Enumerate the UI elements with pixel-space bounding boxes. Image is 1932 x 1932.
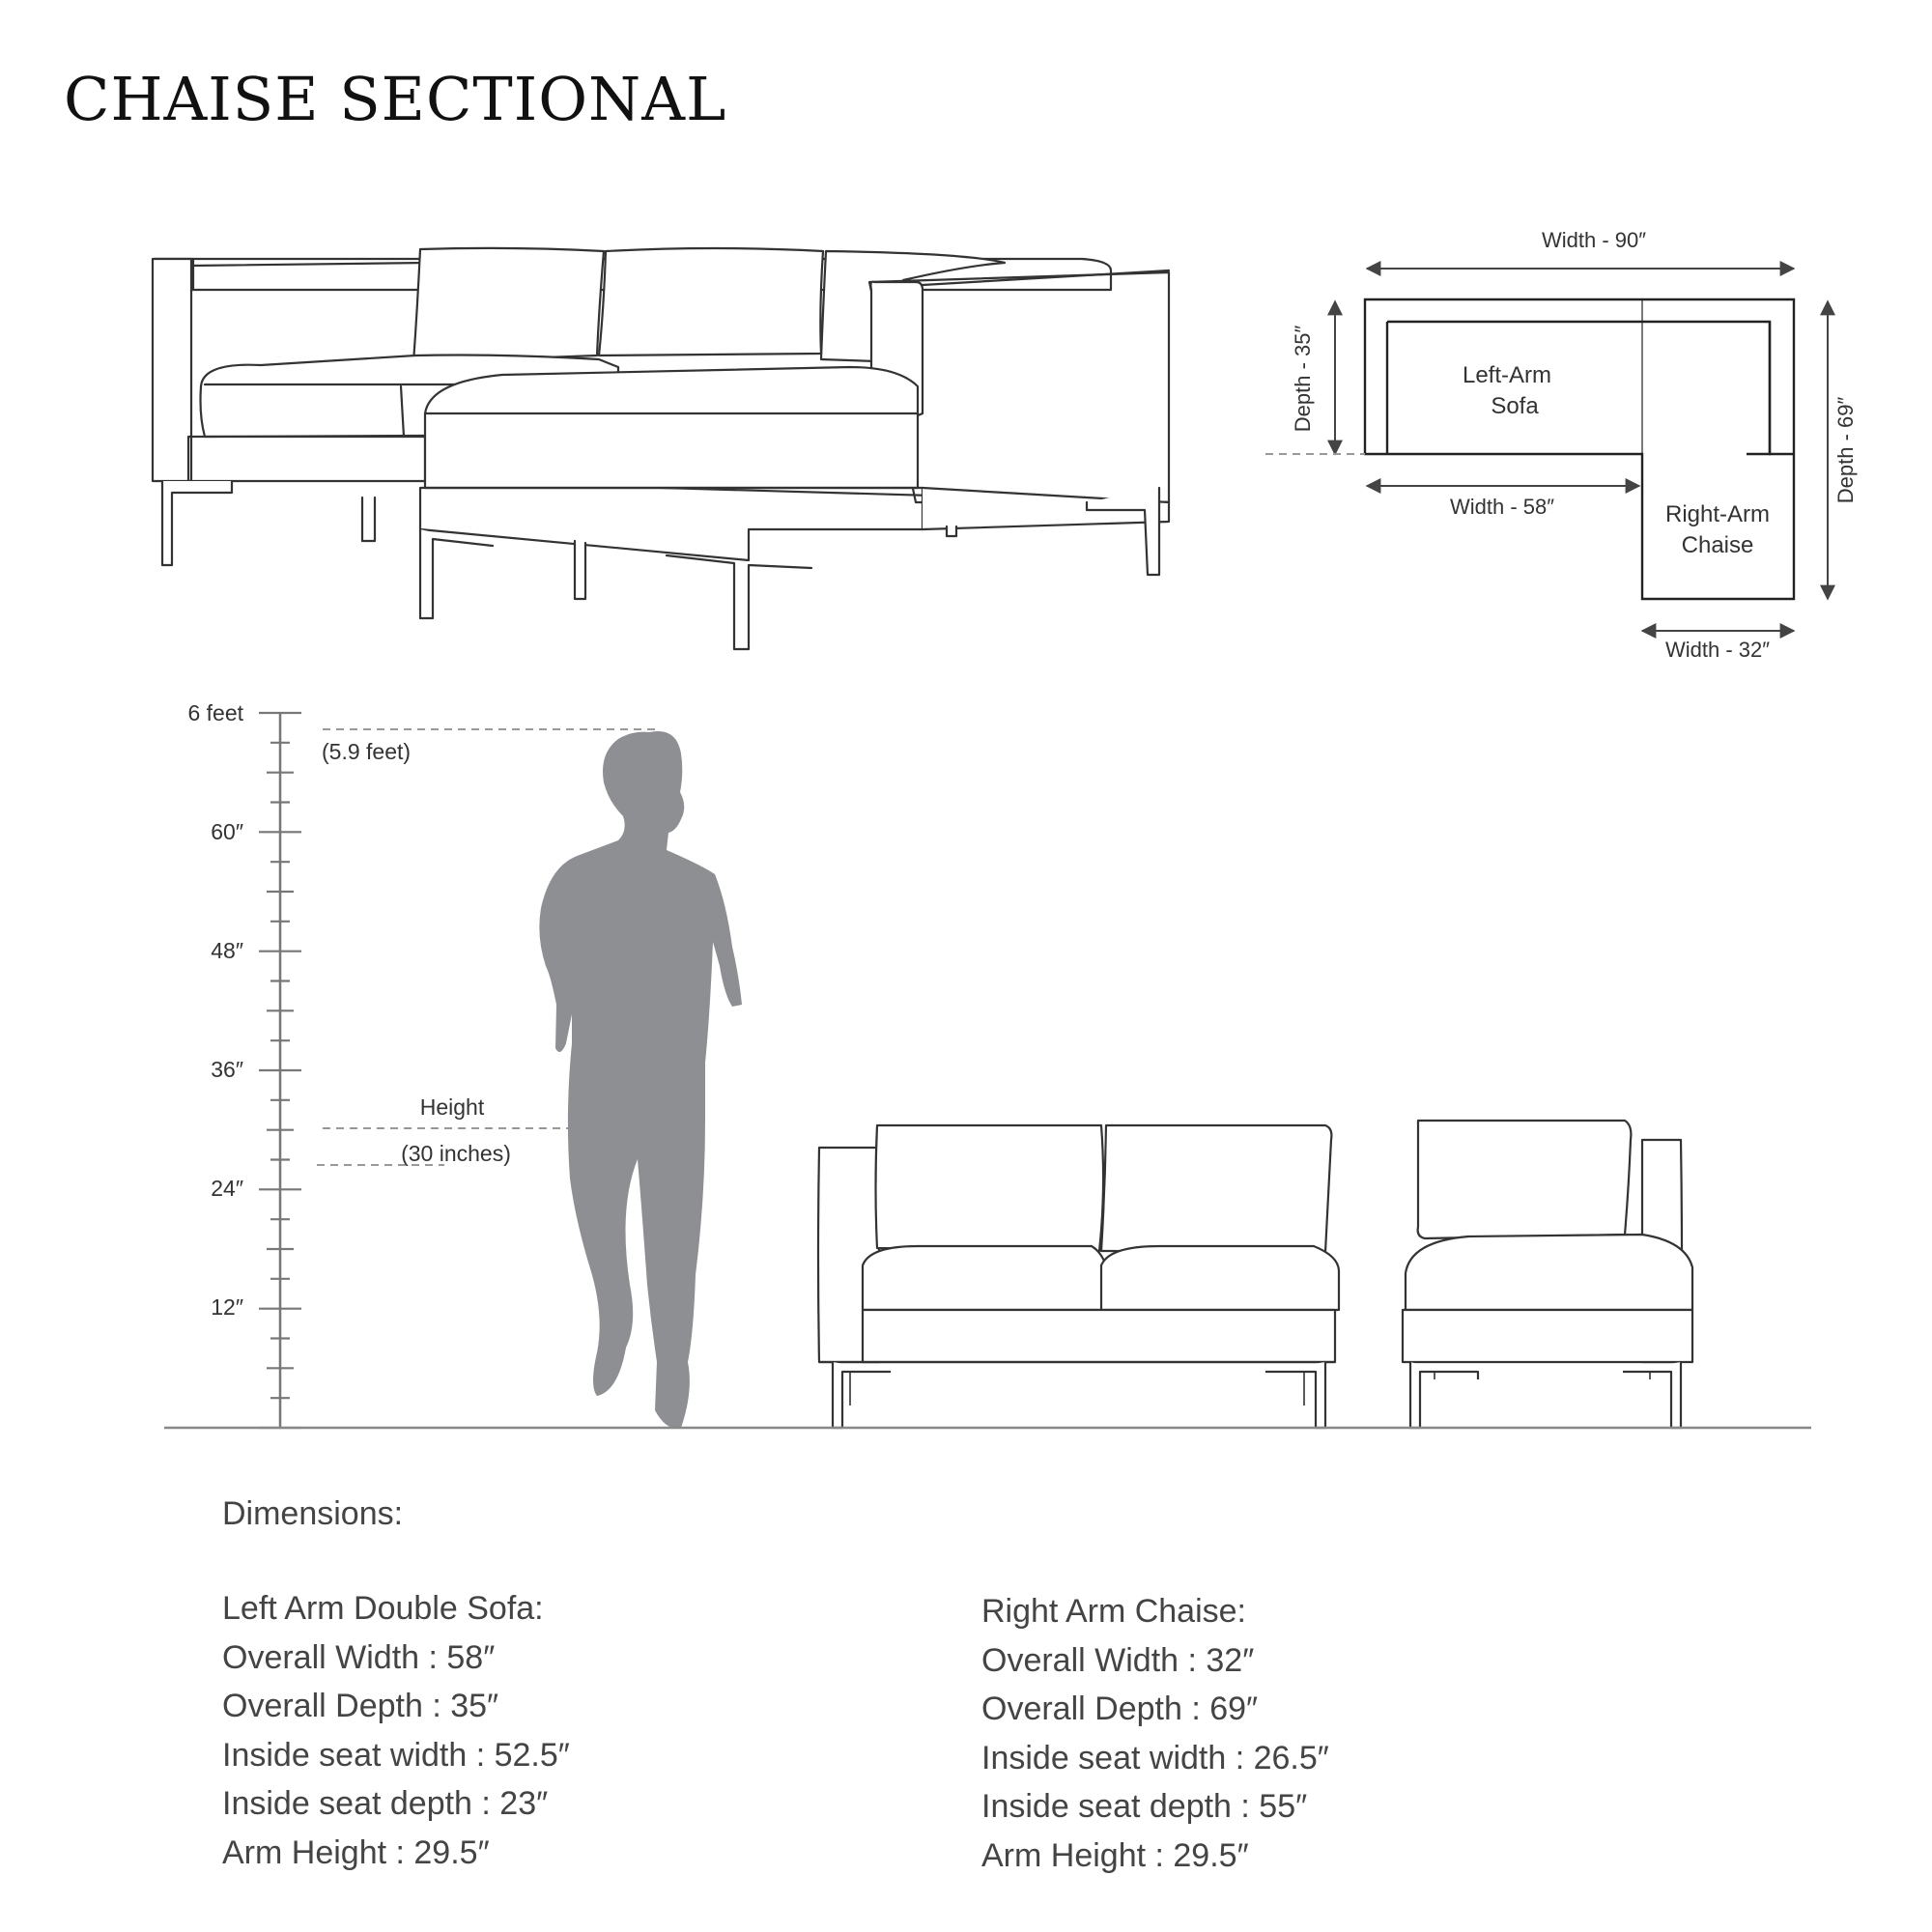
chaise-spec-line: Inside seat depth : 55″ <box>981 1788 1308 1825</box>
plan-chaise-label-2: Chaise <box>1681 532 1754 558</box>
scale-label-36in: 36″ <box>211 1057 243 1082</box>
sofa-spec-line: Inside seat depth : 23″ <box>222 1785 549 1822</box>
plan-width-total: Width - 90″ <box>1541 228 1647 252</box>
sofa-spec-line: Overall Depth : 35″ <box>222 1688 499 1724</box>
sofa-front-elevation <box>818 1125 1339 1428</box>
chaise-spec-line: Overall Width : 32″ <box>981 1641 1255 1679</box>
page-title: CHAISE SECTIONAL <box>64 64 727 134</box>
plan-width-sofa: Width - 58″ <box>1449 495 1555 519</box>
scale-label-60in: 60″ <box>211 819 243 844</box>
plan-view <box>1265 228 1858 662</box>
chaise-specs <box>981 1587 1329 1880</box>
plan-depth-total: Depth - 69″ <box>1833 396 1858 504</box>
plan-depth-sofa: Depth - 35″ <box>1291 325 1315 433</box>
person-height-label: (5.9 feet) <box>322 739 412 764</box>
plan-width-chaise: Width - 32″ <box>1664 638 1771 662</box>
chaise-front-elevation <box>1403 1121 1692 1428</box>
sofa-spec-line: Overall Width : 58″ <box>222 1638 496 1676</box>
scale-label-48in: 48″ <box>211 938 243 963</box>
scale-label-24in: 24″ <box>211 1176 243 1201</box>
plan-chaise-label-1: Right-Arm <box>1664 501 1771 527</box>
sofa-spec-line: Arm Height : 29.5″ <box>222 1833 490 1871</box>
seat-height-label: Height <box>419 1094 485 1120</box>
seat-height-value: (30 inches) <box>401 1141 511 1166</box>
sectional-perspective-drawing <box>153 248 1169 649</box>
sofa-spec-line: Inside seat width : 52.5″ <box>222 1736 570 1774</box>
scale-label-6ft: 6 feet <box>187 700 243 725</box>
plan-sofa-label-2: Sofa <box>1491 393 1539 419</box>
chaise-spec-line: Overall Depth : 69″ <box>981 1690 1259 1727</box>
sofa-specs <box>222 1584 570 1877</box>
chaise-specs-name: Right Arm Chaise: <box>981 1593 1246 1630</box>
person-silhouette <box>539 731 742 1429</box>
chaise-spec-line: Arm Height : 29.5″ <box>981 1836 1249 1874</box>
scale-label-12in: 12″ <box>211 1294 243 1320</box>
plan-sofa-label-1: Left-Arm <box>1462 362 1552 388</box>
dimensions-heading: Dimensions: <box>222 1495 404 1532</box>
chaise-spec-line: Inside seat width : 26.5″ <box>981 1739 1329 1776</box>
sofa-specs-name: Left Arm Double Sofa: <box>222 1590 544 1627</box>
